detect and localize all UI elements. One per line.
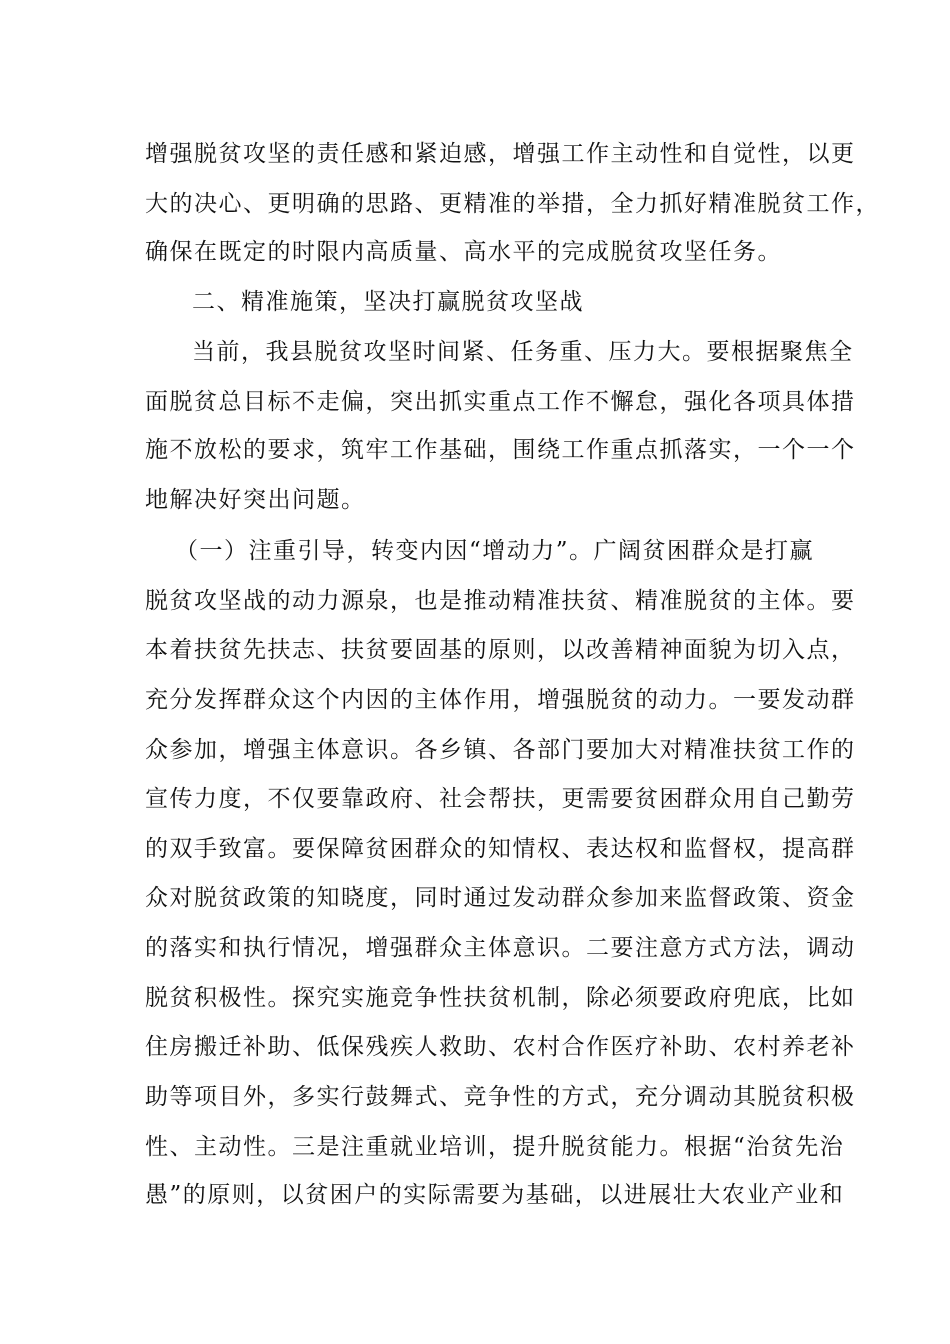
text-line-6: 面脱贫总目标不走偏，突出抓实重点工作不懈怠，强化各项具体措 — [145, 389, 856, 415]
text-line-12: 充分发挥群众这个内因的主体作用，增强脱贫的动力。一要发动群 — [145, 687, 856, 713]
text-line-20: 助等项目外，多实行鼓舞式、竞争性的方式，充分调动其脱贫积极 — [145, 1084, 856, 1110]
subsection-line-1: （一）注重引导，转变内因“增动力”。广阔贫困群众是打赢 — [175, 538, 815, 564]
text-line-3: 确保在既定的时限内高质量、高水平的完成脱贫攻坚任务。 — [145, 239, 782, 265]
text-line-21: 性、主动性。三是注重就业培训，提升脱贫能力。根据“治贫先治 — [145, 1134, 845, 1160]
text-line-17: 的落实和执行情况，增强群众主体意识。二要注意方式方法，调动 — [145, 935, 856, 961]
text-line-2: 大的决心、更明确的思路、更精准的举措，全力抓好精准脱贫工作， — [145, 191, 880, 217]
text-line-22: 愚”的原则，以贫困户的实际需要为基础，以进展壮大农业产业和 — [145, 1182, 845, 1208]
text-line-16: 众对脱贫政策的知晓度，同时通过发动群众参加来监督政策、资金 — [145, 885, 856, 911]
text-line-14: 宣传力度，不仅要靠政府、社会帮扶，更需要贫困群众用自己勤劳 — [145, 786, 856, 812]
text-line-5: 当前，我县脱贫攻坚时间紧、任务重、压力大。要根据聚焦全 — [192, 339, 854, 365]
text-line-7: 施不放松的要求，筑牢工作基础，围绕工作重点抓落实，一个一个 — [145, 437, 856, 463]
text-line-15: 的双手致富。要保障贫困群众的知情权、表达权和监督权，提高群 — [145, 836, 856, 862]
text-line-10: 脱贫攻坚战的动力源泉，也是推动精准扶贫、精准脱贫的主体。要 — [145, 588, 856, 614]
text-line-19: 住房搬迁补助、低保残疾人救助、农村合作医疗补助、农村养老补 — [145, 1034, 856, 1060]
text-line-18: 脱贫积极性。探究实施竞争性扶贫机制，除必须要政府兜底，比如 — [145, 985, 856, 1011]
section-heading: 二、精准施策，坚决打赢脱贫攻坚战 — [192, 289, 584, 315]
text-line-13: 众参加，增强主体意识。各乡镇、各部门要加大对精准扶贫工作的 — [145, 737, 856, 763]
text-line-11: 本着扶贫先扶志、扶贫要固基的原则，以改善精神面貌为切入点， — [145, 637, 856, 663]
text-line-8: 地解决好突出问题。 — [145, 487, 366, 513]
text-line-1: 增强脱贫攻坚的责任感和紧迫感，增强工作主动性和自觉性，以更 — [145, 141, 856, 167]
